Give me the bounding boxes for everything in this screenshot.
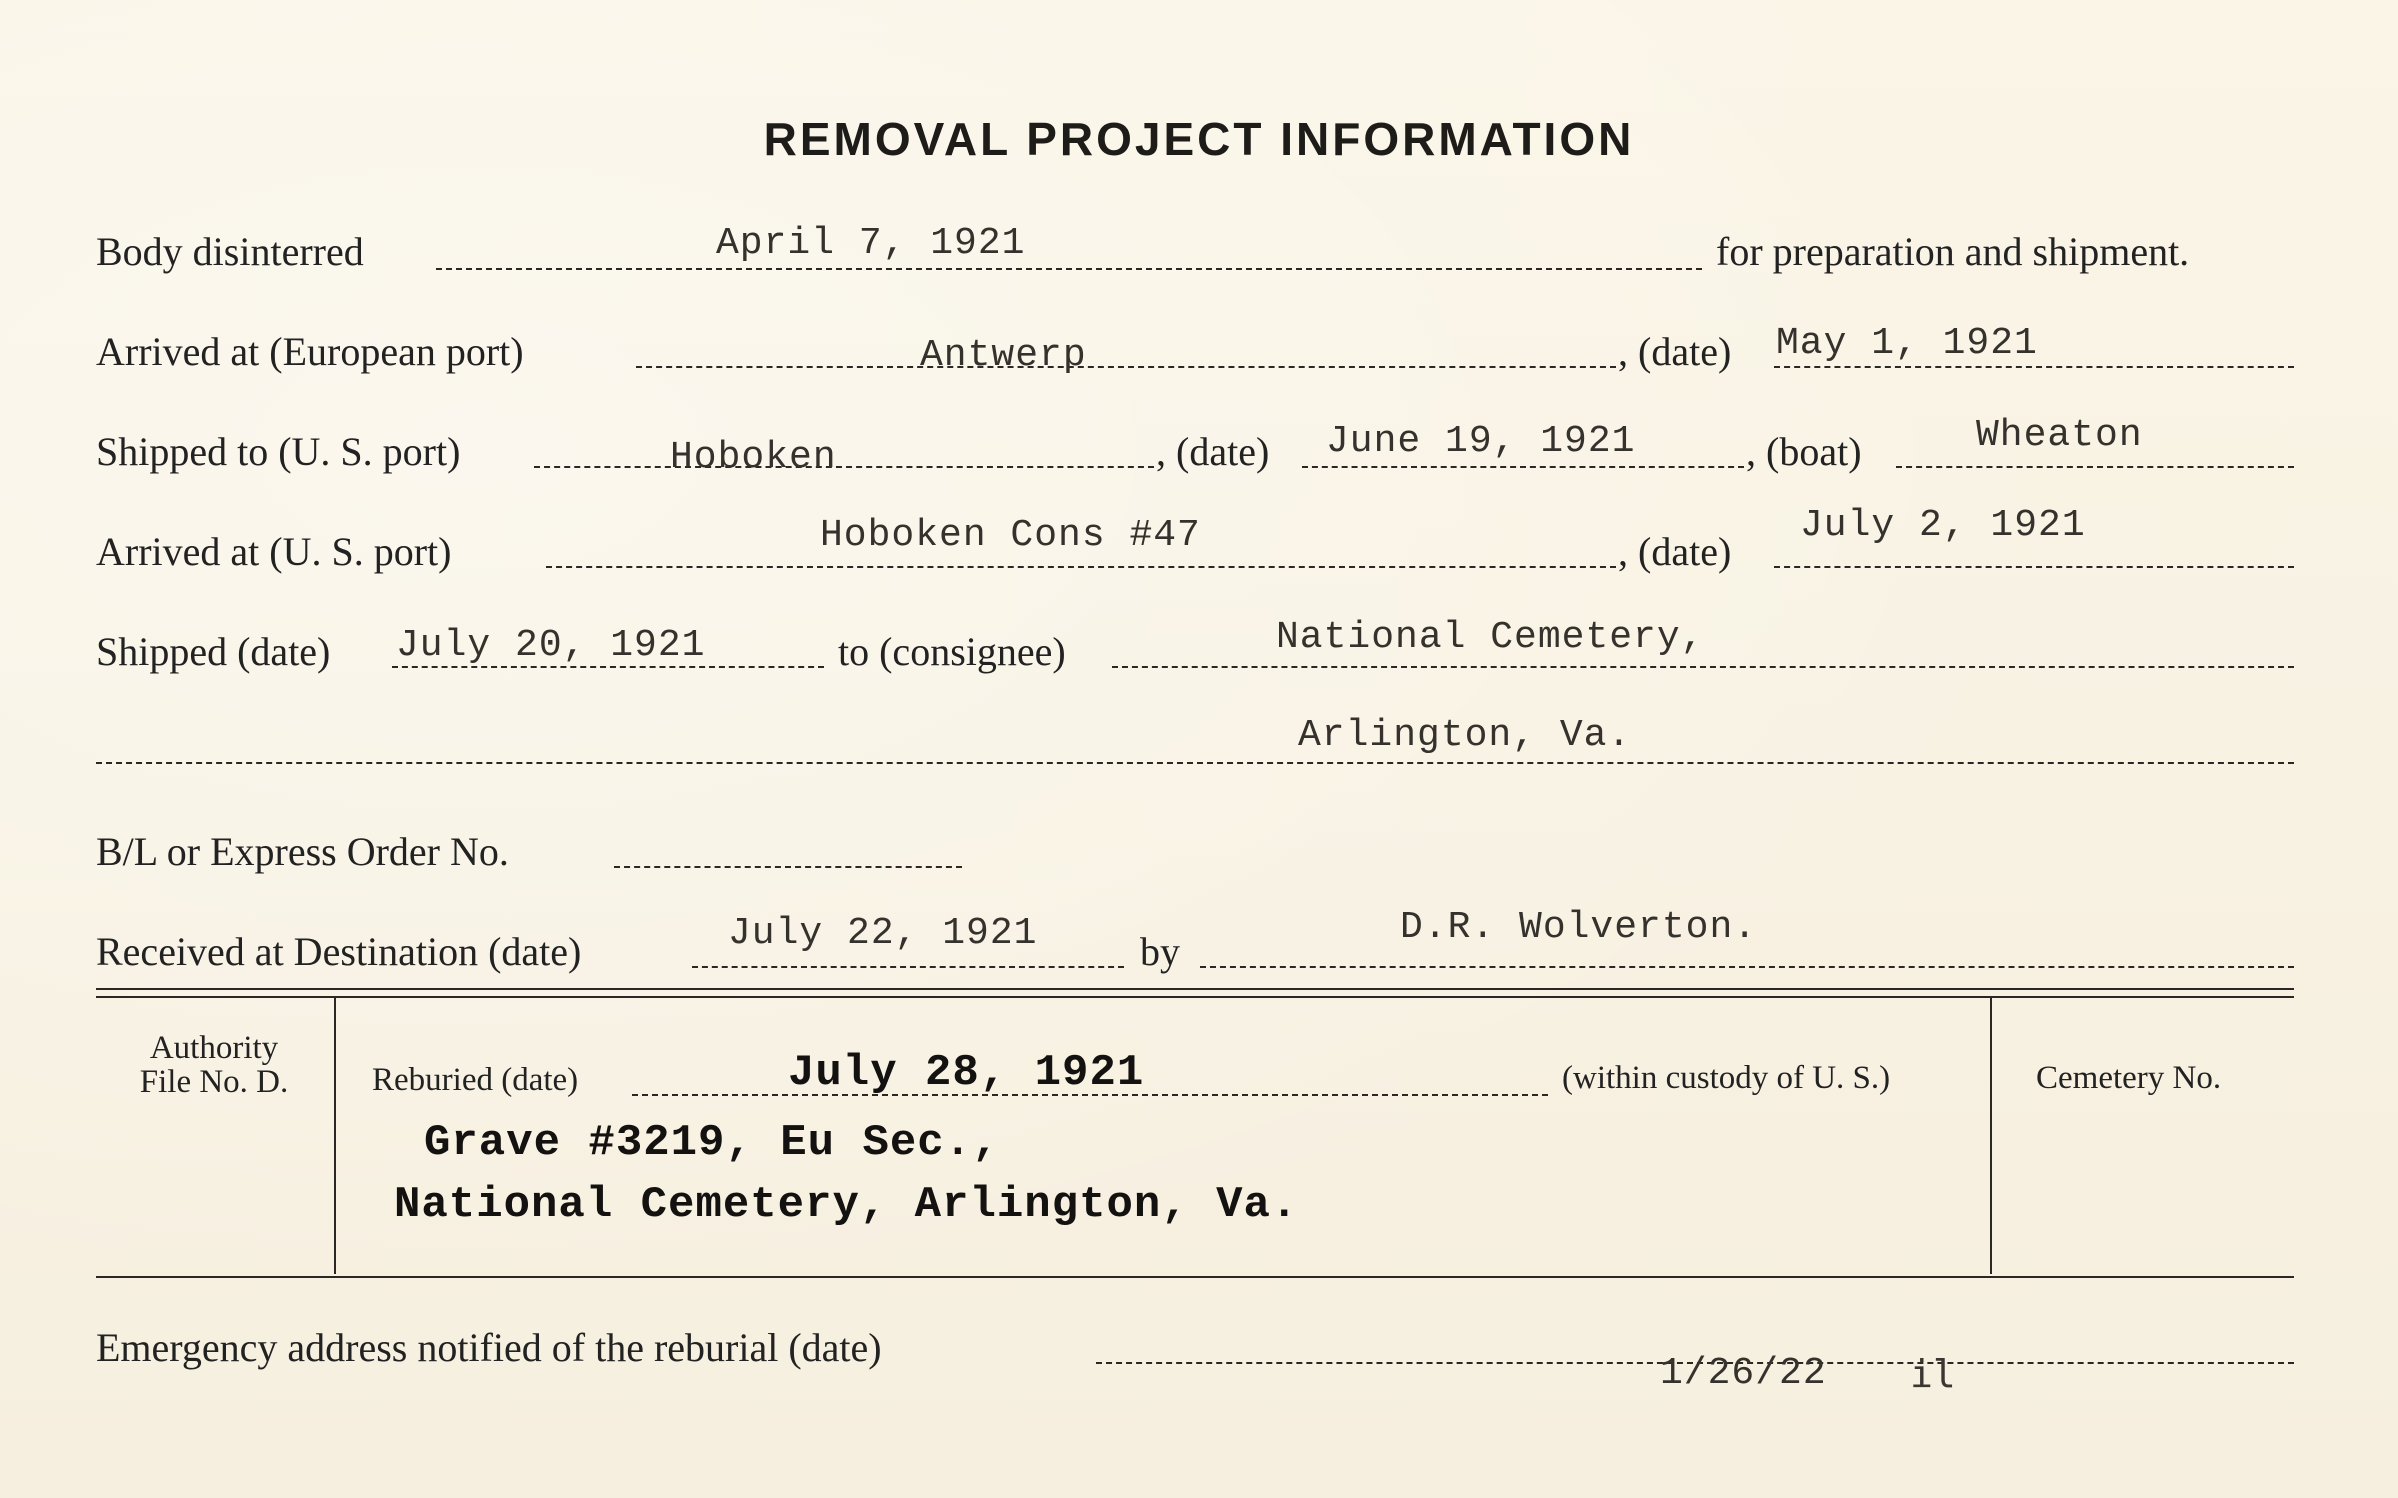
european-port-value: Antwerp	[920, 334, 1087, 377]
emergency-label: Emergency address notified of the reburial (date)	[96, 1325, 882, 1370]
received-date-line	[692, 966, 1124, 968]
custody-note: (within custody of U. S.)	[1562, 1060, 1891, 1096]
received-by: D.R. Wolverton.	[1400, 906, 1758, 949]
disinterred-suffix: for preparation and shipment.	[1716, 229, 2190, 274]
bl-order-label: B/L or Express Order No.	[96, 829, 509, 874]
arrived-us-port: Hoboken Cons #47	[820, 514, 1201, 557]
european-port-label: Arrived at (European port)	[96, 329, 524, 374]
european-port-line	[636, 366, 1616, 368]
shipped-us-line	[534, 466, 1154, 468]
disinterred-line	[436, 268, 1702, 270]
boat-label: , (boat)	[1746, 429, 1862, 474]
consignee-line1: National Cemetery,	[1276, 616, 1705, 659]
bl-order-line	[614, 866, 962, 868]
authority-line1: Authority	[149, 1030, 279, 1066]
received-date: July 22, 1921	[728, 912, 1038, 955]
shipped-us-port: Hoboken	[670, 436, 837, 479]
arrived-us-date: July 2, 1921	[1800, 504, 2086, 547]
european-port-date-label: , (date)	[1618, 329, 1732, 374]
arrived-us-date-line	[1774, 566, 2294, 568]
box-bottom-rule	[96, 1276, 2294, 1278]
arrived-us-line	[546, 566, 1616, 568]
disinterred-date: April 7, 1921	[716, 222, 1026, 265]
grave-line2: National Cemetery, Arlington, Va.	[394, 1180, 1299, 1230]
box-divider-right	[1990, 998, 1992, 1274]
shipped-date-label: Shipped (date)	[96, 629, 331, 674]
box-divider-left	[334, 998, 336, 1274]
arrived-us-label: Arrived at (U. S. port)	[96, 529, 452, 574]
consignee-line2: Arlington, Va.	[1298, 714, 1632, 757]
consignee-continuation-line	[96, 762, 2294, 764]
shipped-us-date-label: , (date)	[1156, 429, 1270, 474]
shipped-us-date: June 19, 1921	[1326, 420, 1636, 463]
disinterred-label: Body disinterred	[96, 229, 364, 274]
european-port-date-line	[1774, 366, 2294, 368]
received-by-line	[1200, 966, 2294, 968]
european-port-date: May 1, 1921	[1776, 322, 2038, 365]
shipped-us-date-line	[1302, 466, 1744, 468]
box-top-rule-2	[96, 996, 2294, 998]
boat-name: Wheaton	[1976, 414, 2143, 457]
received-by-label: by	[1140, 929, 1180, 974]
grave-line1: Grave #3219, Eu Sec.,	[424, 1118, 1000, 1168]
reburied-date: July 28, 1921	[788, 1048, 1145, 1098]
consignee-line	[1112, 666, 2294, 668]
shipped-date: July 20, 1921	[396, 624, 706, 667]
consignee-label: to (consignee)	[838, 629, 1066, 674]
emergency-initials: il	[1910, 1352, 1956, 1396]
cemetery-no-label: Cemetery No.	[2036, 1060, 2222, 1096]
shipped-us-label: Shipped to (U. S. port)	[96, 429, 461, 474]
box-top-rule	[96, 988, 2294, 990]
form-title: REMOVAL PROJECT INFORMATION	[763, 113, 1635, 165]
arrived-us-date-label: , (date)	[1618, 529, 1732, 574]
received-label: Received at Destination (date)	[96, 929, 582, 974]
emergency-date: 1/26/22	[1660, 1352, 1827, 1395]
boat-line	[1896, 466, 2294, 468]
authority-line2: File No. D.	[139, 1064, 289, 1100]
reburied-label: Reburied (date)	[372, 1062, 579, 1098]
